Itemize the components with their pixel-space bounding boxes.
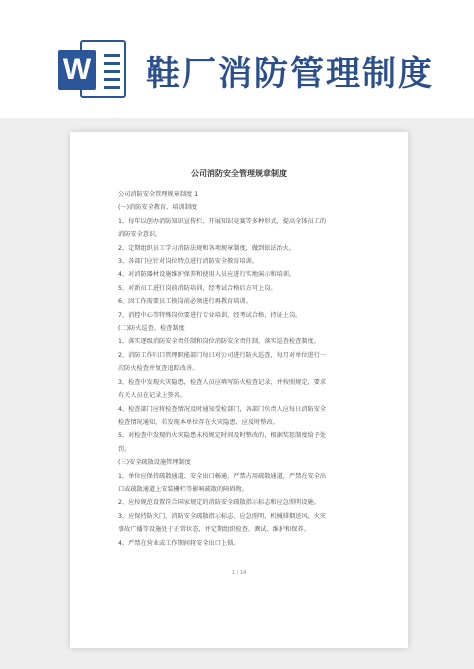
text-line: 2、应按规范设置符合国家规定的消防安全疏散指示标志和应急照明设施。 (118, 499, 320, 507)
text-line: 4、对消防器材设施维护保养和使用人员应进行实地演示和培训。 (118, 271, 296, 279)
text-line: 次防火检查并复查追踪改善。 (118, 365, 199, 373)
word-document-icon (58, 40, 128, 98)
word-badge: W (58, 50, 96, 90)
text-line: 7、消控中心等特殊岗位要进行专业培训，经考试合格，持证上岗。 (118, 311, 302, 319)
text-line: (二)防火巡查、检查制度 (118, 325, 185, 333)
text-line: 5、对新员工进行岗前消防培训，经考试合格后方可上岗。 (118, 284, 277, 292)
text-line: 有关人员在记录上签名。 (118, 392, 187, 400)
text-line: 罚。 (118, 445, 131, 453)
document-page (70, 132, 408, 648)
header-banner (0, 0, 474, 118)
text-line: 3、各部门应针对岗位特点进行消防安全教育培训。 (118, 258, 259, 266)
text-line: 4、严禁在营业或工作期间将安全出口上锁。 (118, 539, 240, 547)
document-body (118, 188, 380, 550)
text-line: (三)安全疏散设施管理制度 (118, 459, 191, 467)
page-indicator: 1 / 14 (231, 570, 247, 576)
text-line: 2、消防工作归口管理职能部门每日对公司进行防火巡查，每月对单位进行一 (118, 351, 327, 359)
text-line: (一)消防安全教育、培训制度 (118, 204, 198, 212)
text-line: 4、检查部门应将检查情况及时通知受检部门，各部门负责人应每日消防安全 (118, 405, 327, 413)
text-line: 事故广播等设施处于正常状态，并定期组织检查、测试、维护和保养。 (118, 526, 310, 534)
text-line: 3、应保持防火门、消防安全疏散指示标志、应急照明、机械排烟送风、火灾 (118, 512, 327, 520)
text-line: 1、单位应保持疏散通道、安全出口畅通，严禁占用疏散通道，严禁在安全出 (118, 472, 327, 480)
text-line: 检查情况通知，若发现本单位存在火灾隐患，应及时整改。 (118, 418, 279, 426)
text-line: 3、检查中发现火灾隐患，检查人员应填写防火检查记录，并按照规定，要求 (118, 378, 327, 386)
banner-title: 鞋厂消防管理制度 (146, 54, 434, 94)
text-line: 2、定期组织员工学习消防法规和各项规章制度，做到依法治火。 (118, 244, 296, 252)
text-line: 消防安全意识。 (118, 231, 162, 239)
text-line: 1、每年以创办消防知识宣传栏、开展知识竞赛等多种形式，提高全体员工的 (118, 217, 327, 225)
text-line: 1、落实逐级消防安全责任制和岗位消防安全责任制，落实巡查检查制度。 (118, 338, 320, 346)
text-line: 5、对检查中发现的火灾隐患未按规定时间及时整改的，根据奖惩制度给予处 (118, 432, 327, 440)
document-title: 公司消防安全管理规章制度 (191, 169, 287, 178)
text-line: 6、因工作需要员工换岗前必须进行再教育培训。 (118, 298, 252, 306)
text-line: 公司消防安全管理规章制度 1 (118, 191, 199, 198)
text-line: 口或疏散通道上安装栅栏等影响疏散的障碍物。 (118, 485, 248, 493)
